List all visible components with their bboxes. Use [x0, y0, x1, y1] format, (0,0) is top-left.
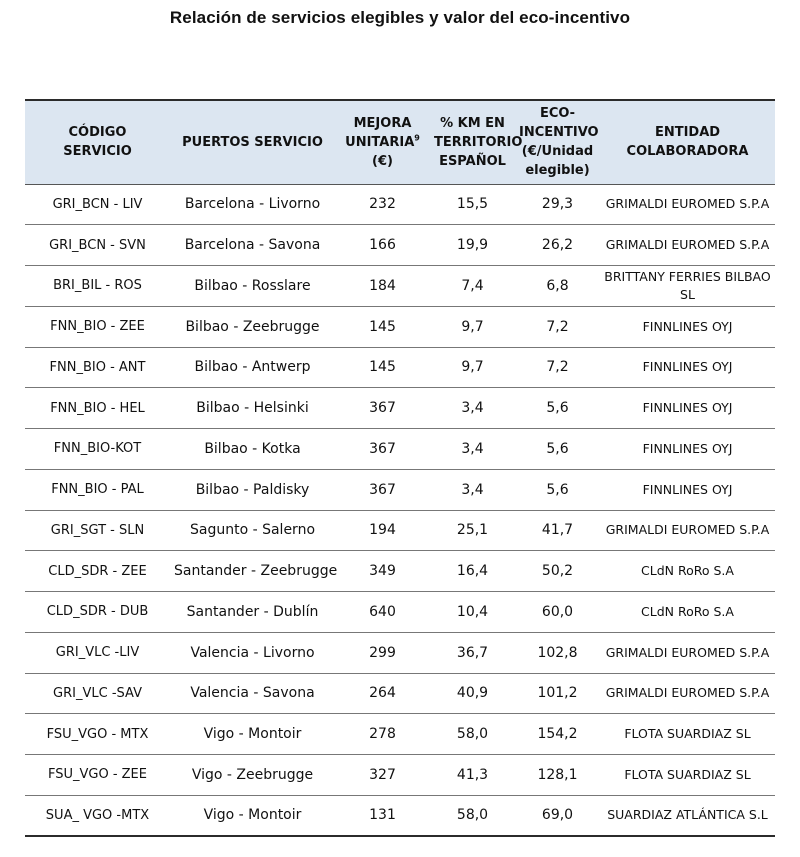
cell-entidad-colaboradora: CLdN RoRo S.A: [600, 551, 775, 592]
cell-codigo-servicio: GRI_SGT - SLN: [25, 510, 170, 551]
cell-codigo-servicio: FNN_BIO - HEL: [25, 388, 170, 429]
cell-puertos-servicio: Vigo - Montoir: [170, 795, 335, 836]
cell-puertos-servicio: Santander - Zeebrugge: [170, 551, 335, 592]
cell-puertos-servicio: Sagunto - Salerno: [170, 510, 335, 551]
cell-puertos-servicio: Barcelona - Livorno: [170, 184, 335, 225]
cell-entidad-colaboradora: FINNLINES OYJ: [600, 429, 775, 470]
cell-mejora-unitaria: 367: [335, 469, 430, 510]
header-puertos-servicio: PUERTOS SERVICIO: [170, 100, 335, 184]
cell-codigo-servicio: GRI_VLC -LIV: [25, 632, 170, 673]
header-entidad-colaboradora: ENTIDAD COLABORADORA: [600, 100, 775, 184]
cell-eco-incentivo: 29,3: [515, 184, 600, 225]
cell-km-territorio: 3,4: [430, 469, 515, 510]
page-title: Relación de servicios elegibles y valor del eco-incentivo: [169, 8, 631, 27]
cell-km-territorio: 19,9: [430, 225, 515, 266]
cell-codigo-servicio: FNN_BIO-KOT: [25, 429, 170, 470]
cell-mejora-unitaria: 367: [335, 388, 430, 429]
table-row: [25, 429, 775, 470]
cell-entidad-colaboradora: FINNLINES OYJ: [600, 306, 775, 347]
cell-mejora-unitaria: 278: [335, 714, 430, 755]
cell-codigo-servicio: FNN_BIO - ANT: [25, 347, 170, 388]
cell-codigo-servicio: GRI_BCN - LIV: [25, 184, 170, 225]
cell-mejora-unitaria: 145: [335, 347, 430, 388]
cell-entidad-colaboradora: BRITTANY FERRIES BILBAO SL: [600, 266, 775, 307]
cell-eco-incentivo: 41,7: [515, 510, 600, 551]
cell-eco-incentivo: 5,6: [515, 469, 600, 510]
cell-eco-incentivo: 5,6: [515, 388, 600, 429]
cell-km-territorio: 10,4: [430, 592, 515, 633]
cell-mejora-unitaria: 327: [335, 755, 430, 796]
cell-eco-incentivo: 7,2: [515, 347, 600, 388]
cell-entidad-colaboradora: SUARDIAZ ATLÁNTICA S.L: [600, 795, 775, 836]
table-row: [25, 266, 775, 307]
cell-puertos-servicio: Bilbao - Antwerp: [170, 347, 335, 388]
cell-eco-incentivo: 5,6: [515, 429, 600, 470]
cell-mejora-unitaria: 184: [335, 266, 430, 307]
cell-eco-incentivo: 6,8: [515, 266, 600, 307]
cell-km-territorio: 36,7: [430, 632, 515, 673]
cell-puertos-servicio: Vigo - Zeebrugge: [170, 755, 335, 796]
cell-codigo-servicio: BRI_BIL - ROS: [25, 266, 170, 307]
cell-mejora-unitaria: 131: [335, 795, 430, 836]
table-row: [25, 510, 775, 551]
table-row: [25, 469, 775, 510]
cell-codigo-servicio: FSU_VGO - MTX: [25, 714, 170, 755]
cell-entidad-colaboradora: GRIMALDI EUROMED S.P.A: [600, 673, 775, 714]
table-row: [25, 592, 775, 633]
cell-eco-incentivo: 102,8: [515, 632, 600, 673]
cell-entidad-colaboradora: GRIMALDI EUROMED S.P.A: [600, 510, 775, 551]
cell-codigo-servicio: FNN_BIO - ZEE: [25, 306, 170, 347]
cell-km-territorio: 7,4: [430, 266, 515, 307]
table-row: [25, 714, 775, 755]
cell-mejora-unitaria: 166: [335, 225, 430, 266]
cell-km-territorio: 40,9: [430, 673, 515, 714]
cell-km-territorio: 3,4: [430, 429, 515, 470]
cell-entidad-colaboradora: CLdN RoRo S.A: [600, 592, 775, 633]
cell-km-territorio: 25,1: [430, 510, 515, 551]
cell-mejora-unitaria: 640: [335, 592, 430, 633]
cell-puertos-servicio: Valencia - Savona: [170, 673, 335, 714]
cell-km-territorio: 41,3: [430, 755, 515, 796]
cell-mejora-unitaria: 232: [335, 184, 430, 225]
cell-mejora-unitaria: 194: [335, 510, 430, 551]
cell-eco-incentivo: 26,2: [515, 225, 600, 266]
cell-puertos-servicio: Barcelona - Savona: [170, 225, 335, 266]
cell-entidad-colaboradora: GRIMALDI EUROMED S.P.A: [600, 632, 775, 673]
table-row: [25, 184, 775, 225]
cell-km-territorio: 15,5: [430, 184, 515, 225]
cell-codigo-servicio: FNN_BIO - PAL: [25, 469, 170, 510]
cell-entidad-colaboradora: FLOTA SUARDIAZ SL: [600, 755, 775, 796]
cell-eco-incentivo: 154,2: [515, 714, 600, 755]
cell-puertos-servicio: Santander - Dublín: [170, 592, 335, 633]
cell-mejora-unitaria: 299: [335, 632, 430, 673]
cell-eco-incentivo: 60,0: [515, 592, 600, 633]
table-row: [25, 306, 775, 347]
cell-km-territorio: 9,7: [430, 347, 515, 388]
cell-codigo-servicio: GRI_BCN - SVN: [25, 225, 170, 266]
header-mejora-unitaria: MEJORA UNITARIA$^9$ (€): [335, 100, 430, 184]
cell-entidad-colaboradora: GRIMALDI EUROMED S.P.A: [600, 184, 775, 225]
cell-puertos-servicio: Bilbao - Kotka: [170, 429, 335, 470]
cell-mejora-unitaria: 349: [335, 551, 430, 592]
cell-eco-incentivo: 101,2: [515, 673, 600, 714]
cell-eco-incentivo: 7,2: [515, 306, 600, 347]
header-eco-incentivo: ECO- INCENTIVO (€/Unidad elegible): [515, 100, 600, 184]
cell-codigo-servicio: SUA_ VGO -MTX: [25, 795, 170, 836]
table-body: [25, 184, 775, 836]
table-row: [25, 755, 775, 796]
services-table: [25, 99, 775, 837]
cell-puertos-servicio: Bilbao - Rosslare: [170, 266, 335, 307]
cell-km-territorio: 9,7: [430, 306, 515, 347]
cell-entidad-colaboradora: FLOTA SUARDIAZ SL: [600, 714, 775, 755]
table-row: [25, 551, 775, 592]
header-km-territorio: % KM EN TERRITORIO ESPAÑOL: [430, 100, 515, 184]
cell-puertos-servicio: Bilbao - Helsinki: [170, 388, 335, 429]
cell-entidad-colaboradora: GRIMALDI EUROMED S.P.A: [600, 225, 775, 266]
cell-puertos-servicio: Vigo - Montoir: [170, 714, 335, 755]
cell-puertos-servicio: Bilbao - Paldisky: [170, 469, 335, 510]
cell-km-territorio: 58,0: [430, 795, 515, 836]
cell-eco-incentivo: 50,2: [515, 551, 600, 592]
cell-mejora-unitaria: 145: [335, 306, 430, 347]
cell-entidad-colaboradora: FINNLINES OYJ: [600, 469, 775, 510]
table-row: [25, 347, 775, 388]
cell-entidad-colaboradora: FINNLINES OYJ: [600, 388, 775, 429]
cell-km-territorio: 16,4: [430, 551, 515, 592]
cell-eco-incentivo: 69,0: [515, 795, 600, 836]
header-codigo-servicio: CÓDIGO SERVICIO: [25, 100, 170, 184]
table-row: [25, 795, 775, 836]
cell-km-territorio: 58,0: [430, 714, 515, 755]
cell-puertos-servicio: Valencia - Livorno: [170, 632, 335, 673]
cell-codigo-servicio: GRI_VLC -SAV: [25, 673, 170, 714]
cell-codigo-servicio: FSU_VGO - ZEE: [25, 755, 170, 796]
cell-codigo-servicio: CLD_SDR - ZEE: [25, 551, 170, 592]
cell-mejora-unitaria: 367: [335, 429, 430, 470]
cell-codigo-servicio: CLD_SDR - DUB: [25, 592, 170, 633]
footnote-marker: 9: [414, 133, 420, 143]
table-row: [25, 673, 775, 714]
table-header-row: [25, 100, 775, 184]
cell-km-territorio: 3,4: [430, 388, 515, 429]
cell-entidad-colaboradora: FINNLINES OYJ: [600, 347, 775, 388]
cell-eco-incentivo: 128,1: [515, 755, 600, 796]
cell-mejora-unitaria: 264: [335, 673, 430, 714]
table-row: [25, 225, 775, 266]
table-row: [25, 632, 775, 673]
table-row: [25, 388, 775, 429]
cell-puertos-servicio: Bilbao - Zeebrugge: [170, 306, 335, 347]
